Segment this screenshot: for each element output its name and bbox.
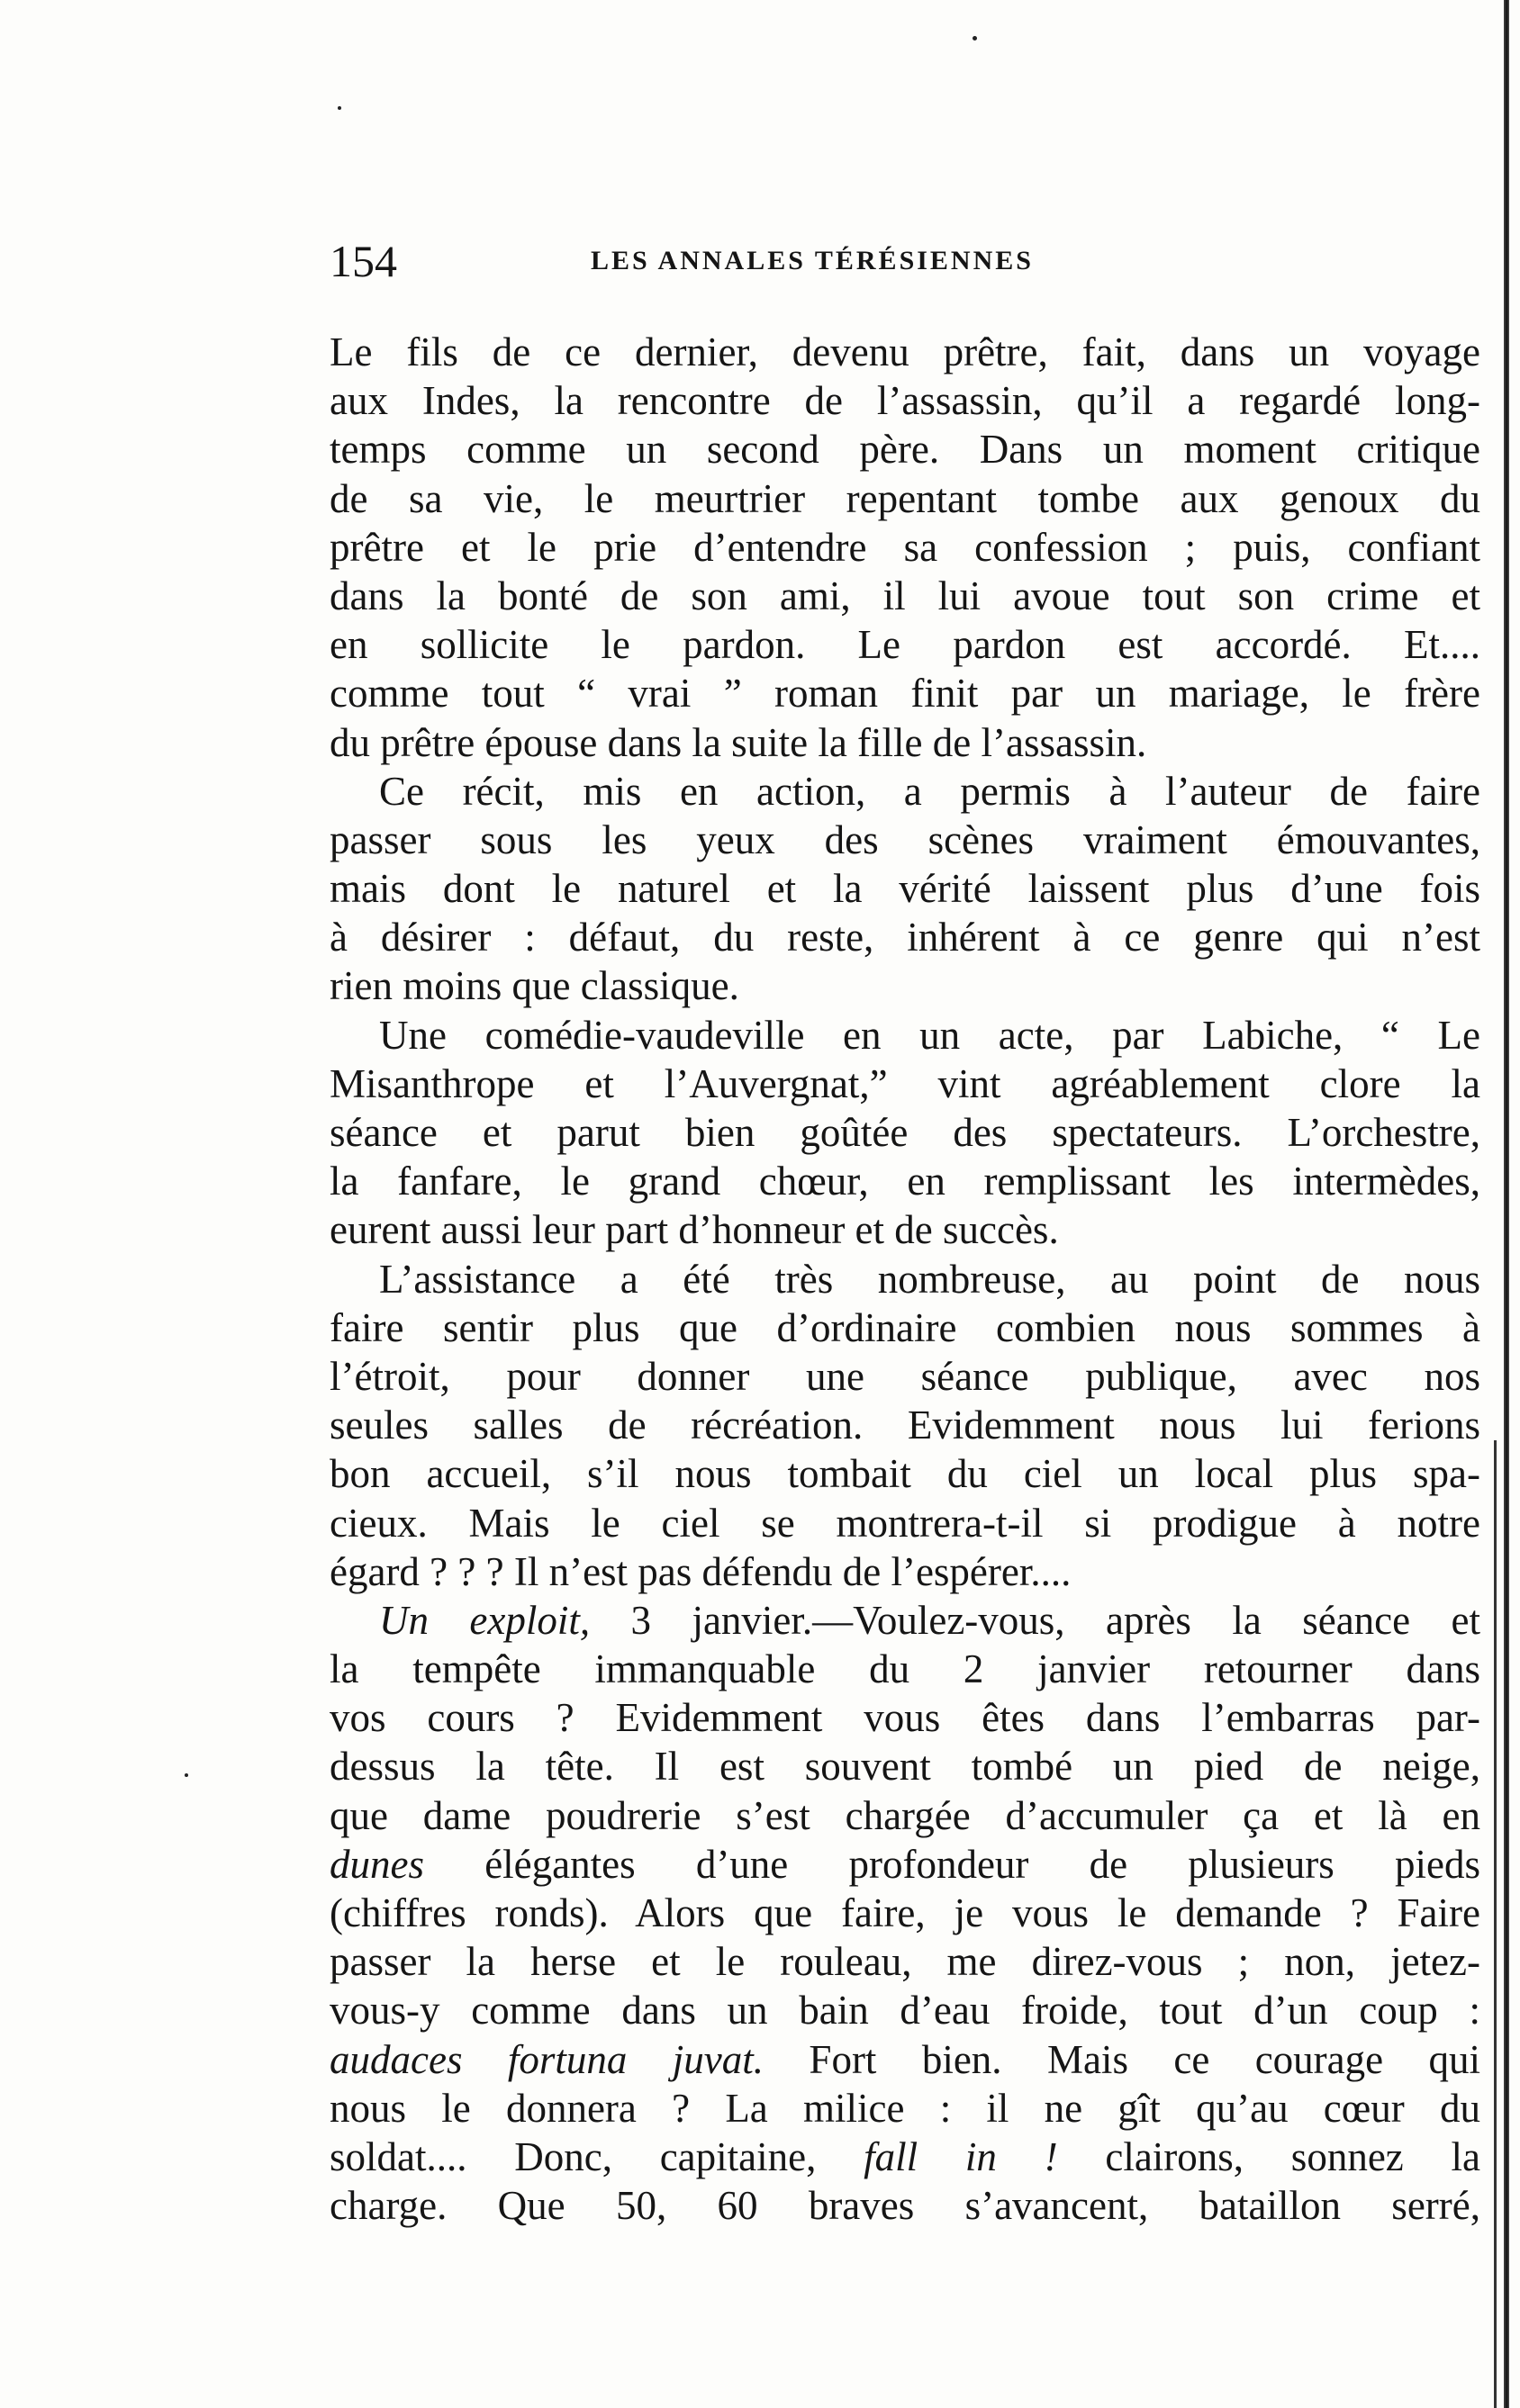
italic-phrase: Un exploit, [379, 1597, 591, 1643]
text-line: mais dont le naturel et la vérité laissent plus d’une fois [330, 866, 1480, 912]
text-line: dessus la tête. Il est souvent tombé un pied de neige, [330, 1744, 1480, 1790]
text-line: égard ? ? ? Il n’est pas défendu de l’espérer.... [330, 1548, 1072, 1594]
body-text [330, 328, 1480, 2230]
text-line: bon accueil, s’il nous tombait du ciel un local plus spa- [330, 1451, 1480, 1497]
italic-phrase: fall in ! [864, 2133, 1058, 2179]
text-line: passer sous les yeux des scènes vraiment émouvantes, [330, 816, 1480, 862]
text-line: passer la herse et le rouleau, me direz-vous ; non, jetez- [330, 1939, 1480, 1985]
text-line: que dame poudrerie s’est chargée d’accumuler ça et là en [330, 1792, 1480, 1838]
text-line [330, 2035, 1480, 2084]
text-line: séance et parut bien goûtée des spectateurs. L’orchestre, [330, 1110, 1480, 1155]
text-line: vos cours ? Evidemment vous êtes dans l’embarras par- [330, 1695, 1480, 1741]
text-line: du prêtre épouse dans la suite la fille de l’assassin. [330, 719, 1147, 765]
running-title: LES ANNALES TÉRÉSIENNES [591, 246, 1034, 275]
text-line: prêtre et le prie d’entendre sa confession ; puis, confiant [330, 524, 1480, 570]
text-line: dans la bonté de son ami, il lui avoue tout son crime et [330, 573, 1480, 618]
text-line: L’assistance a été très nombreuse, au point de nous [379, 1256, 1480, 1302]
text-line: rien moins que classique. [330, 963, 739, 1009]
text-line: Une comédie-vaudeville en un acte, par Labiche, “ Le [379, 1012, 1480, 1058]
italic-phrase: dunes [330, 1841, 424, 1887]
text-run: soldat.... Donc, capitaine, [330, 2133, 864, 2179]
text-run: élégantes d’une profondeur de plusieurs pieds [424, 1841, 1480, 1887]
scan-speck [973, 36, 977, 41]
text-line [330, 1596, 1480, 1645]
text-run: 3 janvier.—Voulez-vous, après la séance et [590, 1597, 1480, 1643]
text-run: Fort bien. Mais ce courage qui [764, 2036, 1480, 2082]
scan-speck [338, 106, 341, 110]
text-line: de sa vie, le meurtrier repentant tombe aux genoux du [330, 475, 1480, 521]
text-line: Misanthrope et l’Auvergnat,” vint agréablement clore la [330, 1060, 1480, 1106]
text-line: charge. Que 50, 60 braves s’avancent, bataillon serré, [330, 2183, 1480, 2229]
text-line [330, 2133, 1480, 2181]
text-line: temps comme un second père. Dans un moment critique [330, 427, 1480, 473]
text-run: clairons, sonnez la [1057, 2133, 1480, 2179]
text-line: faire sentir plus que d’ordinaire combien nous sommes à [330, 1304, 1480, 1350]
text-line: nous le donnera ? La milice : il ne gît qu’au cœur du [330, 2085, 1480, 2131]
text-line: vous-y comme dans un bain d’eau froide, tout d’un coup : [330, 1988, 1480, 2034]
page-edge-shadow-inner [1494, 1440, 1497, 2408]
scan-speck [185, 1773, 188, 1777]
text-line: aux Indes, la rencontre de l’assassin, qu’il a regardé long- [330, 378, 1480, 424]
text-line: la tempête immanquable du 2 janvier retourner dans [330, 1646, 1480, 1692]
text-line: eurent aussi leur part d’honneur et de succès. [330, 1207, 1059, 1253]
text-line: (chiffres ronds). Alors que faire, je vous le demande ? Faire [330, 1890, 1480, 1935]
text-line: à désirer : défaut, du reste, inhérent à ce genre qui n’est [330, 915, 1480, 960]
text-line: comme tout “ vrai ” roman finit par un mariage, le frère [330, 671, 1480, 717]
text-line: cieux. Mais le ciel se montrera-t-il si prodigue à notre [330, 1500, 1480, 1546]
text-line: Le fils de ce dernier, devenu prêtre, fait, dans un voyage [330, 329, 1480, 374]
italic-phrase: audaces fortuna juvat. [330, 2036, 765, 2082]
page-header [330, 234, 1491, 297]
text-line: Ce récit, mis en action, a permis à l’auteur de faire [379, 768, 1480, 814]
text-line: la fanfare, le grand chœur, en remplissant les intermèdes, [330, 1159, 1480, 1204]
page-edge-shadow [1504, 0, 1509, 2408]
text-line: en sollicite le pardon. Le pardon est accordé. Et.... [330, 622, 1480, 668]
text-line: seules salles de récréation. Evidemment nous lui ferions [330, 1402, 1480, 1448]
text-line [330, 1840, 1480, 1889]
text-line: l’étroit, pour donner une séance publique, avec nos [330, 1353, 1480, 1399]
page-number: 154 [330, 236, 397, 286]
